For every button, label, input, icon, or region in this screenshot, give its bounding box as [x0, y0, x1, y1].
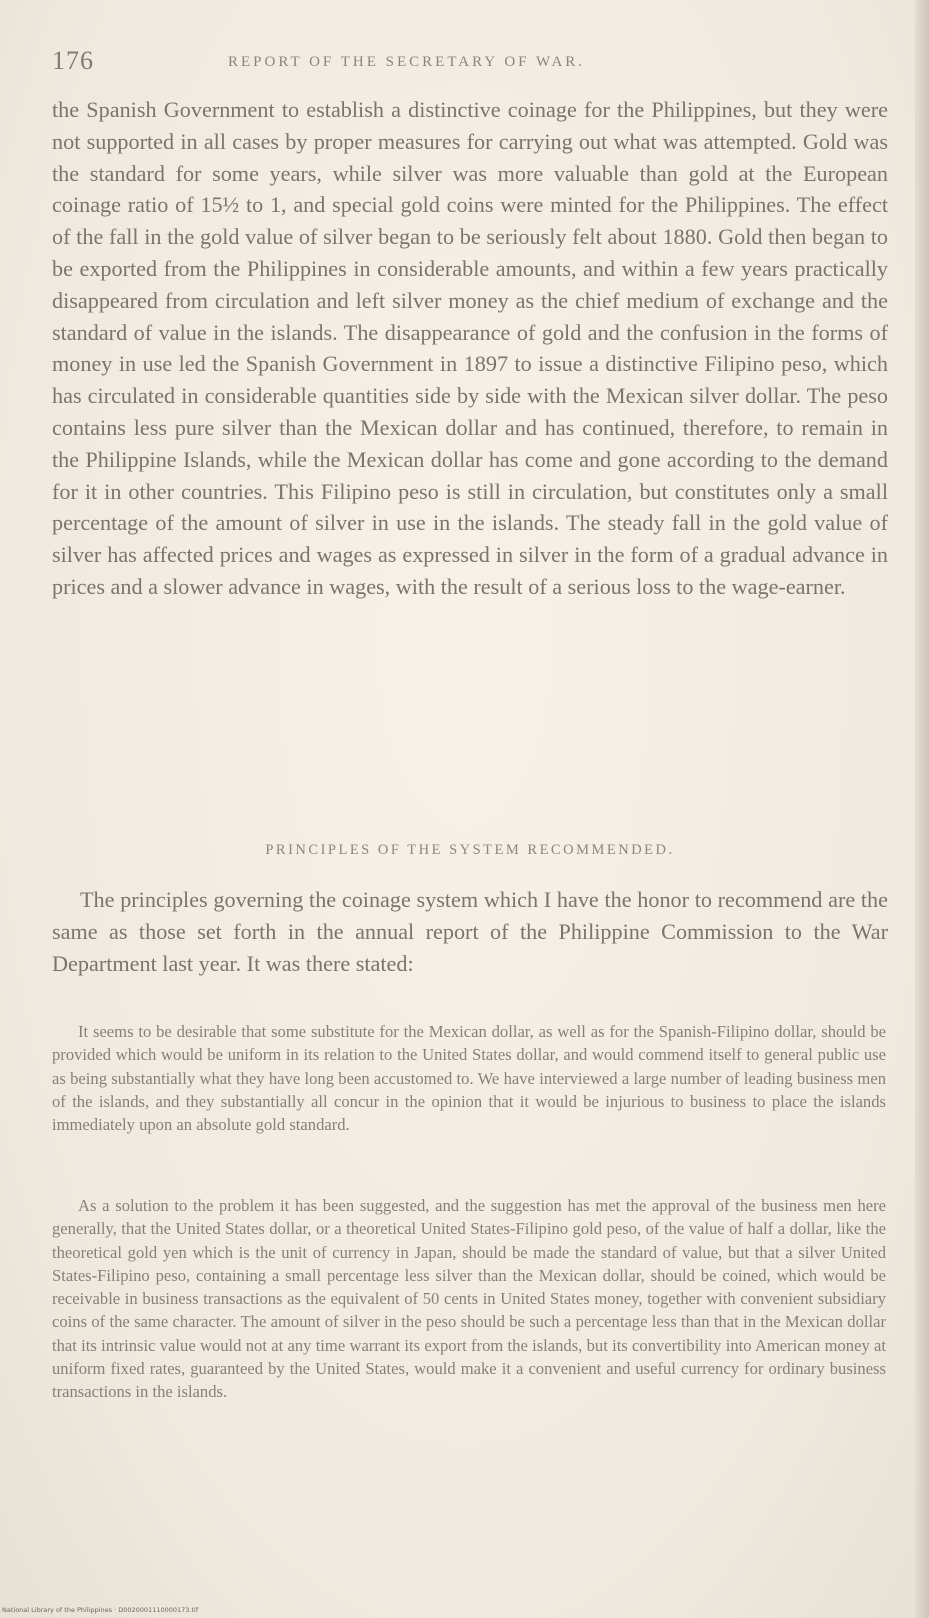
- archive-footer-note: National Library of the Philippines · D0020001110000173.tif: [2, 1606, 199, 1614]
- page-edge-shadow: [915, 0, 929, 1618]
- block-quote-paragraph-2: As a solution to the problem it has been suggested, and the suggestion has met the approval of the business men here generally, that the United States dollar, or a theoretical United States-Filipino gold peso, of the value of half a dollar, like the theoretical gold yen which is the unit of currency in Japan, should be made the standard of value, but that a silver United States-Filipino peso, containing a small percentage less silver than the Mexican dollar, should be coined, which would be receivable in business transactions as the equivalent of 50 cents in United States money, together with convenient subsidiary coins of the same character. The amount of silver in the peso should be such a percentage less than that in the Mexican dollar that its intrinsic value would not at any time warrant its export from the islands, but its convertibility into American money at uniform fixed rates, guaranteed by the United States, would make it a convenient and useful currency for ordinary business transactions in the islands.: [52, 1196, 886, 1402]
- running-head: REPORT OF THE SECRETARY OF WAR.: [228, 54, 586, 70]
- block-quote-paragraph-1: It seems to be desirable that some substitute for the Mexican dollar, as well as for the Spanish-Filipino dollar, should be provided which would be uniform in its relation to the United States dollar, and would commend itself to general public use as being substantially what they have long been accustomed to. We have interviewed a large number of leading business men of the islands, and they substantially all concur in the opinion that it would be injurious to business to place the islands immediately upon an absolute gold standard.: [52, 1022, 886, 1135]
- page-number: 176: [52, 46, 94, 75]
- page-header: [52, 46, 892, 80]
- intro-paragraph: The principles governing the coinage system which I have the honor to recommend are the same as those set forth in the annual report of the Philippine Commission to the War Department last year. It was there stated:: [52, 887, 888, 976]
- continuation-paragraph: the Spanish Government to establish a distinctive coinage for the Philippines, but they were not supported in all cases by proper measures for carrying out what was attempted. Gold was the standard for some years, while silver was more valuable than gold at the European coinage ratio of 15½ to 1, and special gold coins were minted for the Philippines. The effect of the fall in the gold value of silver began to be seriously felt about 1880. Gold then began to be exported from the Philippines in considerable amounts, and within a few years practically disappeared from circulation and left silver money as the chief medium of exchange and the standard of value in the islands. The disappearance of gold and the confusion in the forms of money in use led the Spanish Government in 1897 to issue a distinctive Filipino peso, which has circulated in considerable quantities side by side with the Mexican silver dollar. The peso contains less pure silver than the Mexican dollar and has continued, therefore, to remain in the Philippine Islands, while the Mexican dollar has come and gone according to the demand for it in other countries. This Filipino peso is still in circulation, but constitutes only a small percentage of the amount of silver in use in the islands. The steady fall in the gold value of silver has affected prices and wages as expressed in silver in the form of a gradual advance in prices and a slower advance in wages, with the result of a serious loss to the wage-earner.: [52, 97, 888, 599]
- section-heading: PRINCIPLES OF THE SYSTEM RECOMMENDED.: [265, 842, 675, 858]
